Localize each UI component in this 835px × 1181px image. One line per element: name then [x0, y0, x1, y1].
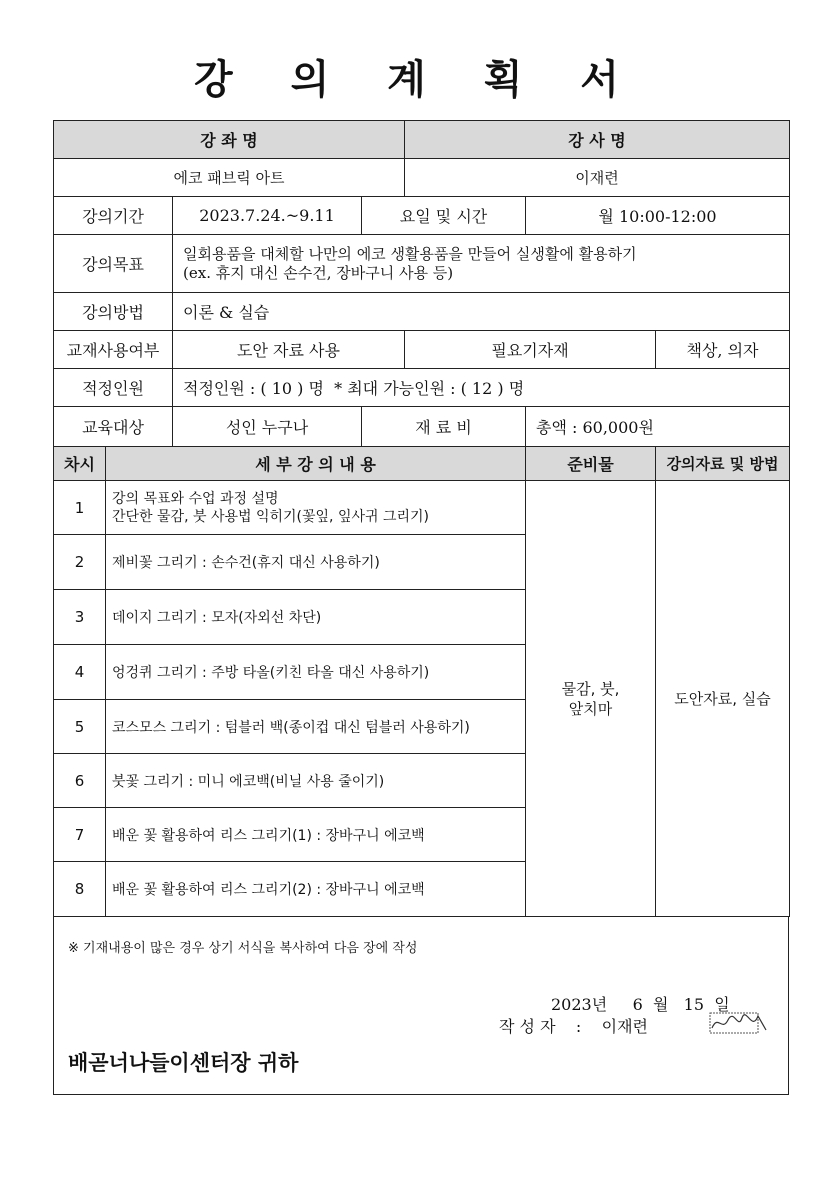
goal-line-1: 일회용품을 대체할 나만의 에코 생활용품을 만들어 실생활에 활용하기: [183, 244, 637, 263]
prep-header: 준비물: [526, 447, 656, 481]
textbook-value: 도안 자료 사용: [173, 331, 405, 369]
equipment-label: 필요기자재: [405, 331, 656, 369]
session-no: 7: [54, 808, 106, 862]
period-value: 2023.7.24.~9.11: [173, 197, 362, 235]
session-no: 1: [54, 481, 106, 535]
session-content: 코스모스 그리기 : 텀블러 백(종이컵 대신 텀블러 사용하기): [106, 700, 526, 754]
document-title: 강 의 계 획 서: [194, 57, 641, 103]
instructor-value: 이재련: [405, 159, 790, 197]
session-content: [106, 481, 526, 535]
writer-text: 작 성 자 : 이재련: [499, 1017, 648, 1036]
session-no: 8: [54, 862, 106, 917]
session-no-header: 차시: [54, 447, 106, 481]
footer-section: [53, 917, 789, 1095]
material-header: 강의자료 및 방법: [656, 447, 790, 481]
session-no: 4: [54, 645, 106, 700]
session-content: 배운 꽃 활용하여 리스 그리기(2) : 장바구니 에코백: [106, 862, 526, 917]
lecture-plan-table: [53, 120, 790, 917]
material-value: 도안자료, 실습: [656, 481, 790, 917]
goal-label: 강의목표: [54, 235, 173, 293]
goal-line-2: (ex. 휴지 대신 손수건, 장바구니 사용 등): [183, 263, 454, 282]
target-label: 교육대상: [54, 407, 173, 447]
session-no: 3: [54, 590, 106, 645]
session-no: 6: [54, 754, 106, 808]
time-value: 월 10:00-12:00: [526, 197, 790, 235]
time-label: 요일 및 시간: [362, 197, 526, 235]
capacity-label: 적정인원: [54, 369, 173, 407]
session-content: 엉겅퀴 그리기 : 주방 타올(키친 타올 대신 사용하기): [106, 645, 526, 700]
note-text: ※ 기재내용이 많은 경우 상기 서식을 복사하여 다음 장에 작성: [68, 941, 418, 956]
addressee-text: 배곧너나들이센터장 귀하: [68, 1051, 299, 1075]
session-content: 붓꽃 그리기 : 미니 에코백(비닐 사용 줄이기): [106, 754, 526, 808]
signature-image: [708, 1010, 772, 1036]
course-name-value: 에코 패브릭 아트: [54, 159, 405, 197]
goal-value: [173, 235, 790, 293]
course-name-header: 강 좌 명: [54, 121, 405, 159]
session-line: 간단한 물감, 붓 사용법 익히기(꽃잎, 잎사귀 그리기): [112, 508, 430, 525]
fee-value: 총액 : 60,000원: [526, 407, 790, 447]
fee-label: 재 료 비: [362, 407, 526, 447]
equipment-value: 책상, 의자: [656, 331, 790, 369]
instructor-header: 강 사 명: [405, 121, 790, 159]
session-content-header: 세 부 강 의 내 용: [106, 447, 526, 481]
session-no: 2: [54, 535, 106, 590]
capacity-value: 적정인원 : ( 10 ) 명 * 최대 가능인원 : ( 12 ) 명: [173, 369, 790, 407]
session-no: 5: [54, 700, 106, 754]
session-content: 제비꽃 그리기 : 손수건(휴지 대신 사용하기): [106, 535, 526, 590]
period-label: 강의기간: [54, 197, 173, 235]
method-value: 이론 & 실습: [173, 293, 790, 331]
session-content: 배운 꽃 활용하여 리스 그리기(1) : 장바구니 에코백: [106, 808, 526, 862]
prep-value: [526, 481, 656, 917]
session-line: 강의 목표와 수업 과정 설명: [112, 490, 279, 507]
date-text: 2023년 6 월 15 일: [551, 995, 730, 1014]
method-label: 강의방법: [54, 293, 173, 331]
prep-line-1: 물감, 붓,: [561, 679, 620, 698]
session-content: 데이지 그리기 : 모자(자외선 차단): [106, 590, 526, 645]
target-value: 성인 누구나: [173, 407, 362, 447]
prep-line-2: 앞치마: [568, 699, 613, 718]
textbook-label: 교재사용여부: [54, 331, 173, 369]
